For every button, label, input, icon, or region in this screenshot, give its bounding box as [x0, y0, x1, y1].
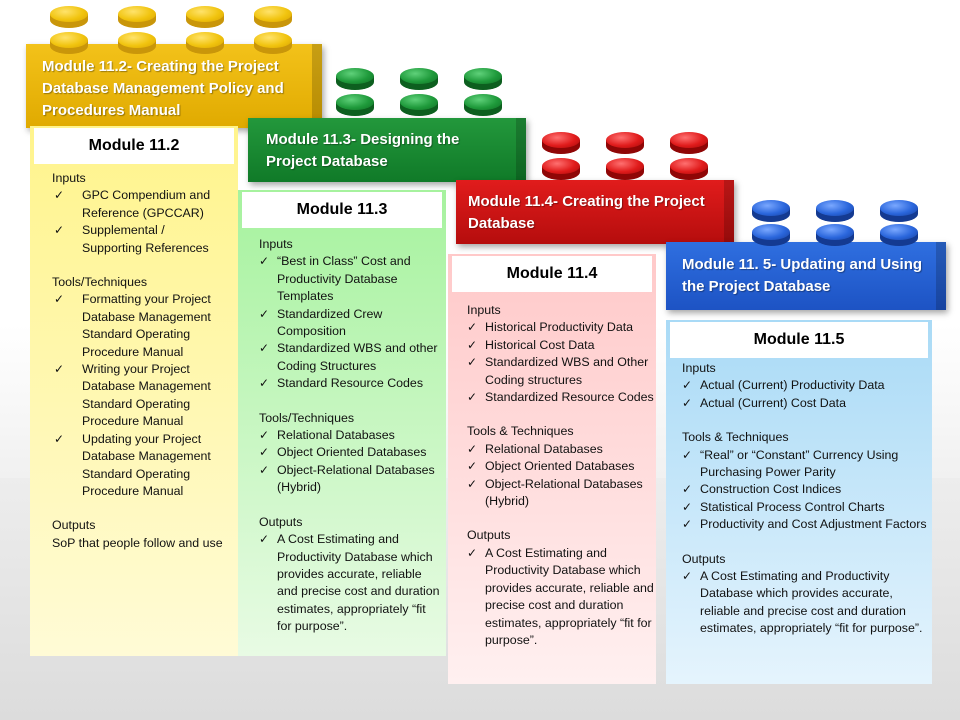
list-item: ✓ A Cost Estimating and Productivity Database which provides accurate, reliable and precise cost and duration estimates, appropriately “fit for purpose”.	[259, 532, 440, 634]
column-body	[467, 302, 654, 649]
lego-stud-icon	[118, 32, 156, 58]
outputs-list	[467, 545, 654, 649]
outputs-title: Outputs	[259, 514, 303, 529]
column-header: Module 11.4	[452, 256, 652, 292]
list-item: ✓ Relational Databases	[259, 427, 440, 444]
brick-module-11-3	[248, 118, 526, 182]
checkmark-icon: ✓	[682, 378, 693, 393]
list-item: ✓ GPC Compendium and Reference (GPCCAR)	[54, 188, 211, 220]
list-item: ✓ Standardized WBS and other Coding Structures	[259, 341, 438, 373]
checkmark-icon: ✓	[467, 390, 478, 405]
checkmark-icon: ✓	[467, 476, 478, 491]
lego-stud-icon	[542, 158, 580, 184]
lego-stud-icon	[880, 200, 918, 226]
lego-stud-icon	[752, 200, 790, 226]
checkmark-icon: ✓	[259, 254, 270, 269]
list-item: ✓ Standardized Crew Composition	[259, 306, 383, 339]
column-header: Module 11.3	[242, 192, 442, 228]
lego-stud-icon	[186, 6, 224, 32]
outputs-title: Outputs	[467, 528, 511, 543]
tools-list	[52, 291, 228, 500]
inputs-title: Inputs	[467, 303, 501, 317]
lego-stud-icon	[816, 224, 854, 250]
brick-title-module-11-4: Module 11.4- Creating the Project Database	[468, 193, 705, 232]
lego-stud-icon	[336, 94, 374, 120]
lego-stud-icon	[254, 6, 292, 32]
column-module-11-3	[238, 190, 446, 656]
lego-stud-icon	[670, 132, 708, 158]
brick-side-shade	[516, 118, 526, 182]
inputs-title: Inputs	[682, 361, 716, 375]
list-item: ✓ Historical Productivity Data	[467, 319, 654, 336]
checkmark-icon: ✓	[54, 188, 65, 203]
column-header: Module 11.5	[670, 322, 928, 358]
list-item: ✓ A Cost Estimating and Productivity Database which provides accurate, reliable and precise cost and duration estimates, appropriately “fit for purpose”.	[682, 569, 923, 636]
lego-stud-icon	[880, 224, 918, 250]
brick-side-shade	[936, 242, 946, 310]
brick-title-module-11-5: Module 11. 5- Updating and Using the Project Database	[682, 256, 923, 295]
lego-stud-icon	[670, 158, 708, 184]
outputs-text: SoP that people follow and use	[52, 535, 223, 550]
lego-stud-icon	[606, 132, 644, 158]
tools-list	[259, 427, 440, 497]
tools-title: Tools/Techniques	[52, 275, 148, 290]
list-item: ✓ Standardized Resource Codes	[467, 389, 654, 406]
lego-stud-icon	[118, 6, 156, 32]
checkmark-icon: ✓	[682, 395, 693, 410]
lego-stud-icon	[254, 32, 292, 58]
list-item: ✓ Object Oriented Databases	[467, 458, 654, 475]
checkmark-icon: ✓	[54, 223, 65, 238]
list-item: ✓ Supplemental / Supporting References	[54, 223, 209, 255]
list-item: ✓ Productivity and Cost Adjustment Factors	[682, 516, 928, 533]
list-item: ✓ Standard Resource Codes	[259, 375, 440, 392]
checkmark-icon: ✓	[682, 517, 693, 532]
lego-stud-icon	[542, 132, 580, 158]
inputs-list	[52, 187, 228, 257]
list-item: ✓ Historical Cost Data	[467, 337, 654, 354]
inputs-title: Inputs	[259, 237, 293, 251]
lego-stud-icon	[50, 32, 88, 58]
lego-stud-icon	[186, 32, 224, 58]
list-item: ✓ Actual (Current) Cost Data	[682, 395, 928, 412]
list-item: ✓ Actual (Current) Productivity Data	[682, 377, 928, 394]
column-module-11-2	[30, 126, 238, 656]
outputs-list	[259, 531, 440, 635]
list-item: ✓ Object Oriented Databases	[259, 444, 440, 461]
outputs-title: Outputs	[52, 518, 96, 533]
checkmark-icon: ✓	[259, 445, 270, 460]
list-item: ✓ Object-Relational Databases (Hybrid)	[467, 476, 643, 509]
list-item: ✓ “Best in Class” Cost and Productivity Database Templates	[259, 254, 411, 304]
brick-module-11-4	[456, 180, 734, 244]
checkmark-icon: ✓	[54, 292, 65, 307]
tools-list	[682, 447, 928, 534]
brick-side-shade	[312, 44, 322, 128]
inputs-list	[682, 377, 928, 412]
checkmark-icon: ✓	[259, 376, 270, 391]
list-item: ✓ Object-Relational Databases (Hybrid)	[259, 462, 435, 495]
brick-side-shade	[724, 180, 734, 244]
list-item: ✓ Updating your Project Database Management Standard Operating Procedure Manual	[54, 431, 211, 498]
inputs-title: Inputs	[52, 171, 86, 185]
lego-stud-icon	[50, 6, 88, 32]
tools-title: Tools & Techniques	[467, 424, 574, 439]
list-item: ✓ Writing your Project Database Management Standard Operating Procedure Manual	[54, 362, 211, 429]
lego-stud-icon	[606, 158, 644, 184]
outputs-title: Outputs	[682, 551, 726, 566]
checkmark-icon: ✓	[54, 431, 65, 446]
brick-module-11-5	[666, 242, 946, 310]
list-item: ✓ Relational Databases	[467, 441, 654, 458]
lego-stud-icon	[752, 224, 790, 250]
checkmark-icon: ✓	[682, 447, 693, 462]
inputs-list	[259, 253, 440, 392]
lego-stud-icon	[816, 200, 854, 226]
checkmark-icon: ✓	[259, 428, 270, 443]
checkmark-icon: ✓	[682, 482, 693, 497]
checkmark-icon: ✓	[467, 337, 478, 352]
list-item: ✓ A Cost Estimating and Productivity Database which provides accurate, reliable and precise cost and duration estimates, appropriately “fit for purpose”.	[467, 545, 654, 647]
tools-list	[467, 441, 654, 511]
list-item: ✓ Construction Cost Indices	[682, 481, 928, 498]
tools-title: Tools & Techniques	[682, 430, 789, 445]
checkmark-icon: ✓	[259, 306, 270, 321]
checkmark-icon: ✓	[467, 545, 478, 560]
column-header: Module 11.2	[34, 128, 234, 164]
brick-title-module-11-2: Module 11.2- Creating the Project Database Management Policy and Procedures Manual	[42, 58, 284, 119]
list-item: ✓ Statistical Process Control Charts	[682, 499, 928, 516]
checkmark-icon: ✓	[467, 441, 478, 456]
list-item: ✓ Standardized WBS and Other Coding structures	[467, 355, 649, 387]
lego-stud-icon	[464, 94, 502, 120]
outputs-list	[682, 568, 928, 638]
checkmark-icon: ✓	[682, 499, 693, 514]
lego-stud-icon	[400, 94, 438, 120]
column-body	[682, 360, 928, 638]
checkmark-icon: ✓	[54, 362, 65, 377]
inputs-list	[467, 319, 654, 406]
lego-stud-icon	[336, 68, 374, 94]
list-item: ✓ “Real” or “Constant” Currency Using Purchasing Power Parity	[682, 447, 899, 480]
tools-title: Tools/Techniques	[259, 410, 355, 425]
column-body	[52, 170, 228, 552]
checkmark-icon: ✓	[259, 341, 270, 356]
checkmark-icon: ✓	[467, 355, 478, 370]
list-item: ✓ Formatting your Project Database Management Standard Operating Procedure Manual	[54, 292, 211, 359]
column-module-11-5	[666, 320, 932, 684]
checkmark-icon: ✓	[259, 532, 270, 547]
brick-title-module-11-3: Module 11.3- Designing the Project Database	[266, 131, 460, 170]
checkmark-icon: ✓	[467, 459, 478, 474]
lego-stud-icon	[400, 68, 438, 94]
column-module-11-4	[448, 254, 656, 684]
lego-stud-icon	[464, 68, 502, 94]
checkmark-icon: ✓	[467, 320, 478, 335]
checkmark-icon: ✓	[259, 462, 270, 477]
column-body	[259, 236, 440, 636]
checkmark-icon: ✓	[682, 569, 693, 584]
